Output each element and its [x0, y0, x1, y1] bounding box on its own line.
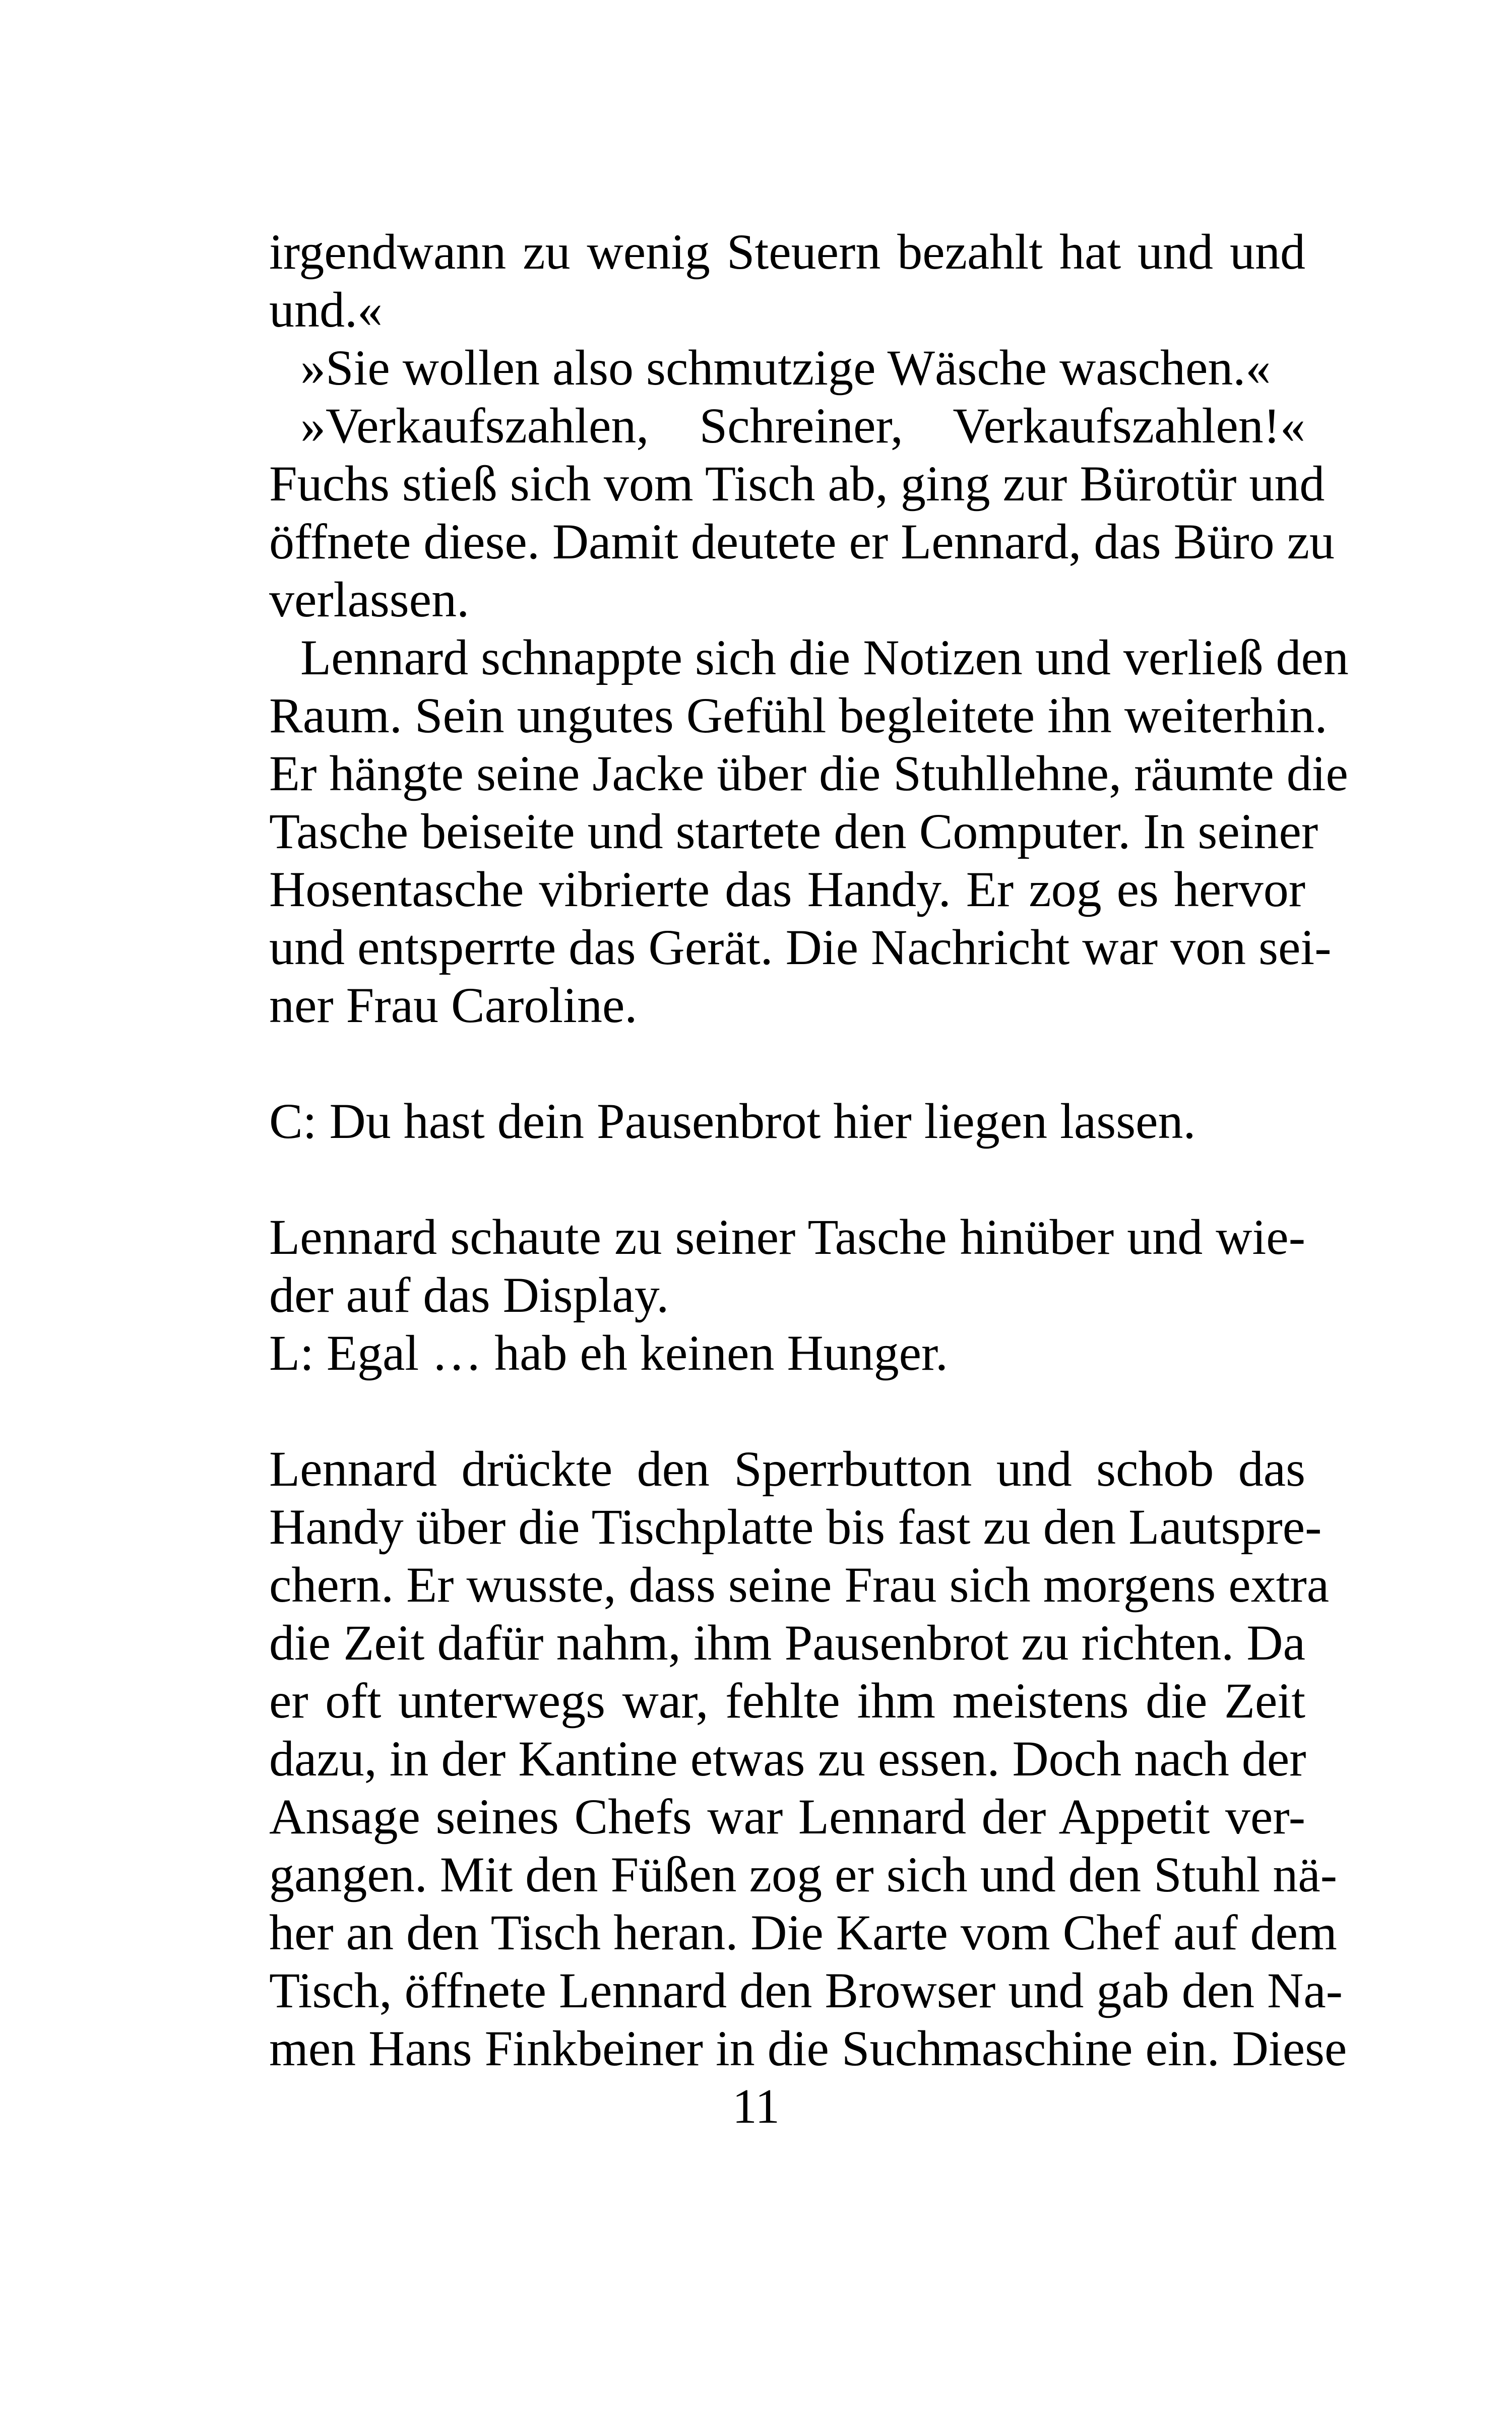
text-line: Handy über die Tischplatte bis fast zu den Lautspre-: [269, 1499, 1322, 1555]
text-line: irgendwann zu wenig Steuern bezahlt hat und und: [269, 224, 1305, 280]
text-line: die Zeit dafür nahm, ihm Pausenbrot zu richten. Da: [269, 1615, 1305, 1671]
message-line: L: Egal … hab eh keinen Hunger.: [269, 1325, 948, 1381]
text-line: Ansage seines Chefs war Lennard der Appetit ver-: [269, 1789, 1305, 1845]
text-line: Lennard schnappte sich die Notizen und verließ den: [300, 629, 1349, 685]
text-line: Raum. Sein ungutes Gefühl begleitete ihn weiterhin.: [269, 687, 1328, 743]
text-line: chern. Er wusste, dass seine Frau sich morgens extra: [269, 1557, 1330, 1613]
text-line: öffnete diese. Damit deutete er Lennard, das Büro zu: [269, 514, 1335, 569]
text-line: Lennard drückte den Sperrbutton und schob das: [269, 1441, 1305, 1497]
text-line: Lennard schaute zu seiner Tasche hinüber und wie-: [269, 1209, 1305, 1265]
text-line: dazu, in der Kantine etwas zu essen. Doch nach der: [269, 1731, 1306, 1787]
text-line: »Verkaufszahlen, Schreiner, Verkaufszahlen!«: [300, 398, 1305, 454]
text-line: gangen. Mit den Füßen zog er sich und den Stuhl nä-: [269, 1847, 1338, 1902]
text-line: Hosentasche vibrierte das Handy. Er zog es hervor: [269, 861, 1305, 917]
page-number: 11: [732, 2079, 780, 2134]
text-line: Tisch, öffnete Lennard den Browser und gab den Na-: [269, 1962, 1343, 2018]
text-line: Er hängte seine Jacke über die Stuhllehne, räumte die: [269, 745, 1348, 801]
text-line: her an den Tisch heran. Die Karte vom Chef auf dem: [269, 1904, 1337, 1960]
text-line: Fuchs stieß sich vom Tisch ab, ging zur Bürotür und: [269, 456, 1325, 512]
text-line: und entsperrte das Gerät. Die Nachricht war von sei-: [269, 919, 1332, 975]
message-line: C: Du hast dein Pausenbrot hier liegen lassen.: [269, 1093, 1196, 1149]
text-line: er oft unterwegs war, fehlte ihm meistens die Zeit: [269, 1673, 1305, 1729]
text-line: Tasche beiseite und startete den Computer. In seiner: [269, 803, 1318, 859]
text-line: ner Frau Caroline.: [269, 977, 638, 1033]
text-line: und.«: [269, 282, 383, 338]
text-line: verlassen.: [269, 571, 470, 627]
text-line: der auf das Display.: [269, 1267, 669, 1323]
text-line: »Sie wollen also schmutzige Wäsche waschen.«: [300, 340, 1271, 396]
text-line: men Hans Finkbeiner in die Suchmaschine ein. Diese: [269, 2020, 1347, 2076]
